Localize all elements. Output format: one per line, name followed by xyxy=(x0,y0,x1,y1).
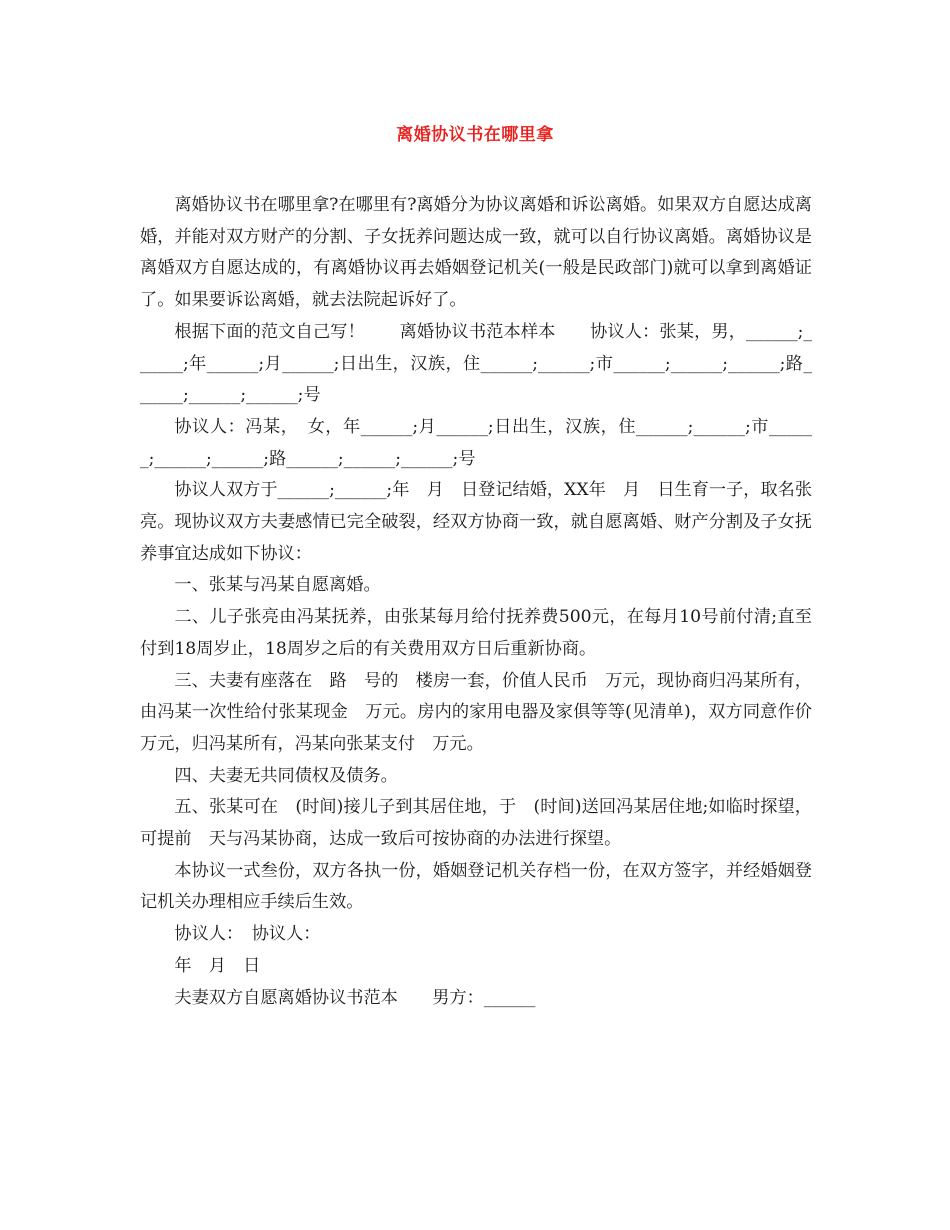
paragraph-date: 年 月 日 xyxy=(174,955,261,976)
paragraph-marriage-info: 协议人双方于______;______;年 月 日登记结婚，XX年 月 日生育一子，取名张亮。现协议双方夫妻感情已完全破裂，经双方协商一致，就自愿离婚、财产分割及子女抚养事宜达成如下协议： xyxy=(140,480,813,564)
paragraph-clause-1: 一、张某与冯某自愿离婚。 xyxy=(174,575,381,596)
paragraph-clause-4: 四、夫妻无共同债权及债务。 xyxy=(174,765,398,786)
paragraph-sample-heading: 夫妻双方自愿离婚协议书范本 男方：______ xyxy=(174,987,536,1008)
paragraph-intro: 离婚协议书在哪里拿?在哪里有?离婚分为协议离婚和诉讼离婚。如果双方自愿达成离婚，并能对双方财产的分割、子女抚养问题达成一致，就可以自行协议离婚。离婚协议是离婚双方自愿达成的，有离婚协议再去婚姻登记机关(一般是民政部门)就可以拿到离婚证了。如果要诉讼离婚，就去法院起诉好了。 xyxy=(140,195,812,311)
document-title: 离婚协议书在哪里拿 xyxy=(396,125,554,145)
paragraph-clause-2: 二、儿子张亮由冯某抚养，由张某每月给付抚养费500元，在每月10号前付清;直至付到18周岁止，18周岁之后的有关费用双方日后重新协商。 xyxy=(140,607,812,659)
paragraph-signatures: 协议人： 协议人： xyxy=(174,924,321,945)
paragraph-clause-3: 三、夫妻有座落在 路 号的 楼房一套，价值人民币 万元，现协商归冯某所有，由冯某一次性给付张某现金 万元。房内的家用电器及家俱等等(见清单)，双方同意作价 万元，归冯某所有，冯某向张某支付 万元。 xyxy=(140,670,830,754)
paragraph-clause-5: 五、张某可在 (时间)接儿子到其居住地，于 (时间)送回冯某居住地;如临时探望，可提前 天与冯某协商，达成一致后可按协商的办法进行探望。 xyxy=(140,797,812,850)
document-body xyxy=(140,190,830,1014)
paragraph-party-feng: 协议人：冯某， 女，年______;月______;日出生，汉族，住______;______;市______;______;______;路______;______;______;号 xyxy=(140,416,812,469)
paragraph-validity: 本协议一式叁份，双方各执一份，婚姻登记机关存档一份，在双方签字，并经婚姻登记机关办理相应手续后生效。 xyxy=(140,860,812,913)
paragraph-party-zhang: 根据下面的范文自己写！ 离婚协议书范本样本 协议人：张某，男，______;______;年______;月______;日出生，汉族，住______;______;市______;______;______;路______;______;______;号 xyxy=(140,321,812,406)
